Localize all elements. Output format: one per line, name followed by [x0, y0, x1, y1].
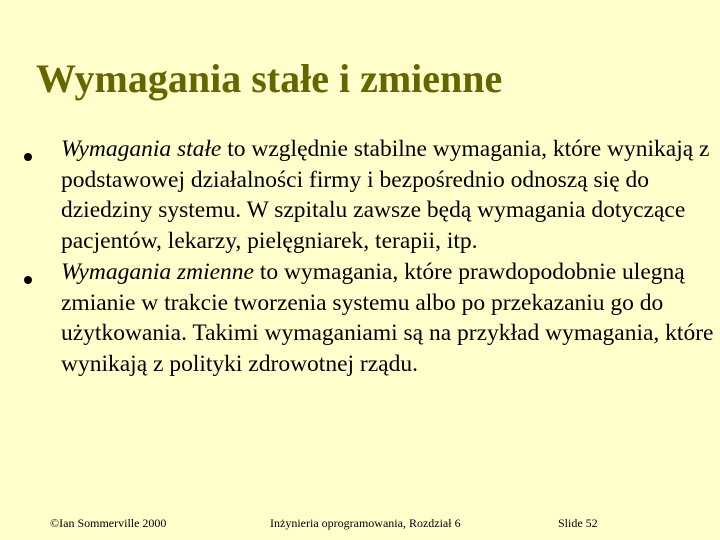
bullet-text: to względnie stabilne wymagania, które wynikają z podstawowej działalności firmy i bezpośrednio odnoszą się do dziedziny systemu. W szpitalu zawsze będą wymagania dotyczące pacjentów, lekarzy, pielęgniarek, terapii, itp. [61, 136, 710, 255]
bullet-term: Wymagania zmienne [61, 258, 254, 285]
footer-slide-number: Slide 52 [558, 516, 598, 530]
bullet-dot-icon [24, 153, 32, 161]
bullet-text: to wymagania, które prawdopodobnie ulegną zmianie w trakcie tworzenia systemu albo po przekazaniu go do użytkowania. Takimi wymaganiami są na przykład wymagania, które wynikają z polityki zdrowotnej rządu. [61, 258, 714, 377]
bullet-item-fixed-requirements [22, 134, 716, 257]
bullet-item-changing-requirements [22, 257, 716, 380]
footer-copyright: ©Ian Sommerville 2000 [50, 516, 167, 530]
bullet-term: Wymagania stałe [61, 136, 222, 162]
bullet-dot-icon [24, 276, 32, 284]
slide-title: Wymagania stałe i zmienne [36, 56, 503, 101]
footer-course: Inżynieria oprogramowania, Rozdział 6 [270, 516, 461, 530]
bullet-list [22, 134, 716, 380]
